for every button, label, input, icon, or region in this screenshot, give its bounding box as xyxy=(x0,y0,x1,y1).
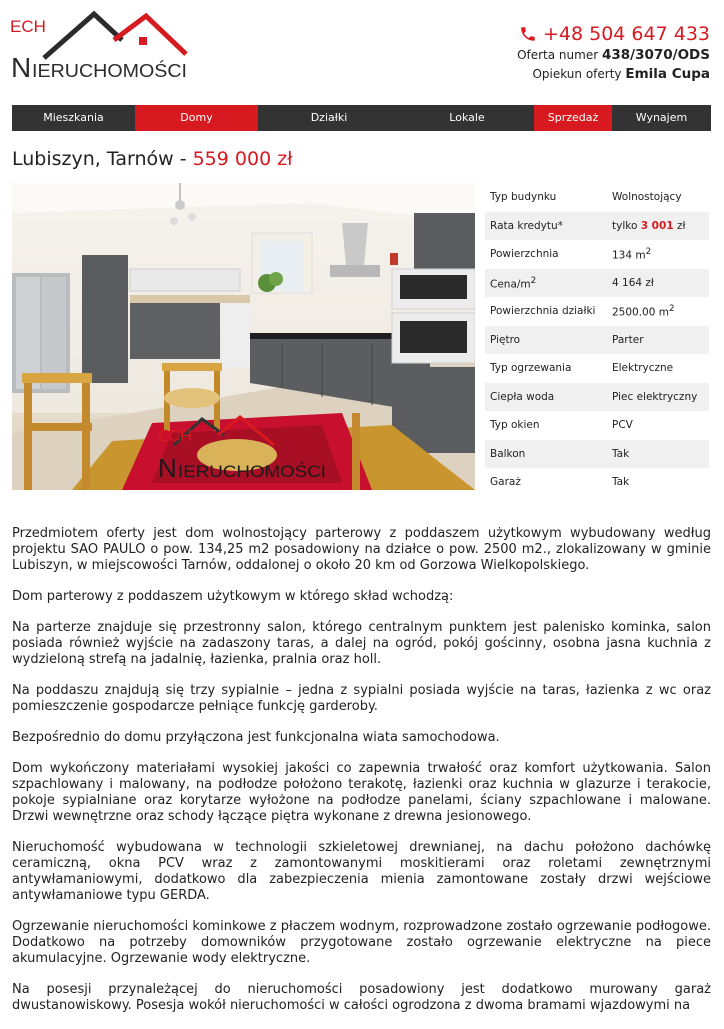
main-nav xyxy=(12,105,711,131)
table-row xyxy=(485,240,709,269)
company-logo[interactable] xyxy=(10,10,190,84)
spec-value: Tak xyxy=(612,476,630,489)
description-paragraph: Przedmiotem oferty jest dom wolnostojący parterowy z poddaszem użytkowym wybudowany według projektu SAO PAULO o pow. 134,25 m2 posadowiony na działce o pow. 2500 m2., zlokalizowany w gminie Lubiszyn, w miejscowości Tarnów, oddalonej o około 20 km od Gorzowa Wielkopolskiego. xyxy=(12,526,711,573)
contact-block xyxy=(517,22,710,84)
table-row xyxy=(485,326,709,355)
spec-label: Typ ogrzewania xyxy=(490,362,572,375)
description-paragraph: Dom parterowy z poddaszem użytkowym w którego skład wchodzą: xyxy=(12,589,454,604)
loan-amount: 3 001 xyxy=(640,219,674,232)
table-row xyxy=(485,383,709,412)
price-per-m-exponent: 2 xyxy=(530,275,537,286)
offer-number-label: Oferta numer xyxy=(517,48,599,62)
description-paragraph: Bezpośrednio do domu przyłączona jest funkcjonalna wiata samochodowa. xyxy=(12,730,500,745)
offer-number: 438/3070/ODS xyxy=(601,47,710,63)
plot-area-exponent: 2 xyxy=(669,304,675,314)
listing-title xyxy=(12,146,293,172)
spec-value: Tak xyxy=(607,440,709,469)
spec-value: Elektryczne xyxy=(612,362,674,375)
table-row xyxy=(485,468,709,497)
listing-photo[interactable] xyxy=(12,183,475,490)
site-header xyxy=(0,0,724,100)
plot-area-value: 2500.00 m xyxy=(612,306,669,319)
spec-value xyxy=(607,212,709,241)
spec-label: Balkon xyxy=(485,440,607,469)
spec-label: Typ budynku xyxy=(490,191,557,204)
spec-label: Ciepła woda xyxy=(485,383,607,412)
spec-value: PCV xyxy=(612,419,633,432)
nav-item-dzialki[interactable]: Działki xyxy=(310,111,348,124)
logo-name: IERUCHOMOŚCI xyxy=(32,60,187,81)
table-row xyxy=(485,183,709,212)
nav-item-sprzedaz[interactable]: Sprzedaż xyxy=(534,105,612,131)
nav-item-lokale[interactable]: Lokale xyxy=(449,111,485,124)
table-row xyxy=(485,212,709,241)
spec-label: Powierzchnia xyxy=(490,248,559,261)
area-value: 134 m xyxy=(612,249,646,262)
photo-watermark-initial: N xyxy=(158,453,177,483)
spec-value xyxy=(607,297,709,326)
description-paragraph: Dom wykończony materiałami wysokiej jakości co zapewnia trwałość oraz komfort użytkowania. Salon szpachlowany i malowany, na podłodze położono terakotę, łazienki oraz kuchnia w glazurze i terakocie, pokoje sypialniane oraz korytarze wyłożone na podłodze panelami, ściany szpachlowane i malowane. Drzwi wewnętrzne oraz schody łączące piętra wykonane z drewna jesionowego. xyxy=(12,761,711,824)
spec-value: Wolnostojący xyxy=(612,191,682,204)
price-per-m-label: Cena/m xyxy=(490,278,531,290)
spec-label: Garaż xyxy=(490,476,521,489)
spec-value: Piec elektryczny xyxy=(607,383,709,412)
table-row xyxy=(485,440,709,469)
phone-number: +48 504 647 433 xyxy=(542,23,710,45)
description-paragraph: Na poddaszu znajdują się trzy sypialnie – jedna z sypialni posiada wyjście na taras, łazienka z wc oraz pomieszczenie gospodarcze pełniące funkcję garderoby. xyxy=(12,683,711,714)
listing-price: 559 000 zł xyxy=(192,148,293,170)
loan-currency: zł xyxy=(673,219,686,232)
agent-name: Emila Cupa xyxy=(625,66,710,82)
table-row xyxy=(485,354,709,383)
logo-prefix: ECH xyxy=(10,17,46,36)
description-paragraph: Nieruchomość wybudowana w technologii szkieletowej drewnianej, na dachu położono dachówkę ceramiczną, okna PCV wraz z zamontowanymi moskitierami oraz roletami zewnętrznymi antywłamaniowymi, dodatkowo dla zabezpieczenia mienia zamontowane zostały drzwi wejściowe antywłamaniowe typu GERDA. xyxy=(12,840,711,903)
spec-label: Rata kredytu* xyxy=(485,212,607,241)
description-paragraph: Na posesji przynależącej do nieruchomości posadowiony jest dodatkowo murowany garaż dwustanowiskowy. Posesja wokół nieruchomości w całości ogrodzona z dwoma bramami wjazdowymi na xyxy=(12,982,711,1013)
loan-prefix: tylko xyxy=(612,219,641,232)
photo-watermark-name: IERUCHOMOŚCI xyxy=(178,462,326,481)
table-row xyxy=(485,411,709,440)
area-unit-exponent: 2 xyxy=(645,247,652,257)
listing-description xyxy=(12,526,711,1029)
nav-item-wynajem[interactable]: Wynajem xyxy=(635,111,688,124)
spec-label: Typ okien xyxy=(490,419,540,432)
logo-initial: N xyxy=(11,52,32,83)
phone-icon xyxy=(519,25,537,43)
agent-line xyxy=(517,65,710,84)
spec-value xyxy=(607,240,709,269)
nav-item-domy[interactable]: Domy xyxy=(135,105,258,131)
offer-number-line xyxy=(517,46,710,65)
description-paragraph: Ogrzewanie nieruchomości kominkowe z płaczem wodnym, rozprowadzone zostało ogrzewanie podłogowe. Dodatkowo na potrzeby domowników przygotowane zostało ogrzewanie elektryczne na piece akumulacyjne. Ogrzewanie wody elektryczne. xyxy=(12,919,711,966)
phone-link[interactable] xyxy=(517,22,710,46)
description-paragraph: Na parterze znajduje się przestronny salon, którego centralnym punktem jest palenisko kominka, salon posiada również wyjście na zadaszony taras, a dalej na ogród, pokój gościnny, osobna jasna kuchnia z wydzieloną strefą na jadalnię, łazienka, pralnia oraz holl. xyxy=(12,620,711,667)
spec-value: Parter xyxy=(607,326,709,355)
listing-location: Lubiszyn, Tarnów - xyxy=(12,148,193,170)
spec-label: Powierzchnia działki xyxy=(490,305,596,318)
spec-label xyxy=(485,269,607,298)
spec-label: Piętro xyxy=(485,326,607,355)
table-row xyxy=(485,269,709,298)
agent-label: Opiekun oferty xyxy=(532,67,622,81)
nav-item-mieszkania[interactable]: Mieszkania xyxy=(43,111,104,124)
spec-value: 4 164 zł xyxy=(607,269,709,298)
table-row xyxy=(485,297,709,326)
specs-table xyxy=(485,183,709,497)
photo-watermark-prefix: ECH xyxy=(158,428,192,445)
